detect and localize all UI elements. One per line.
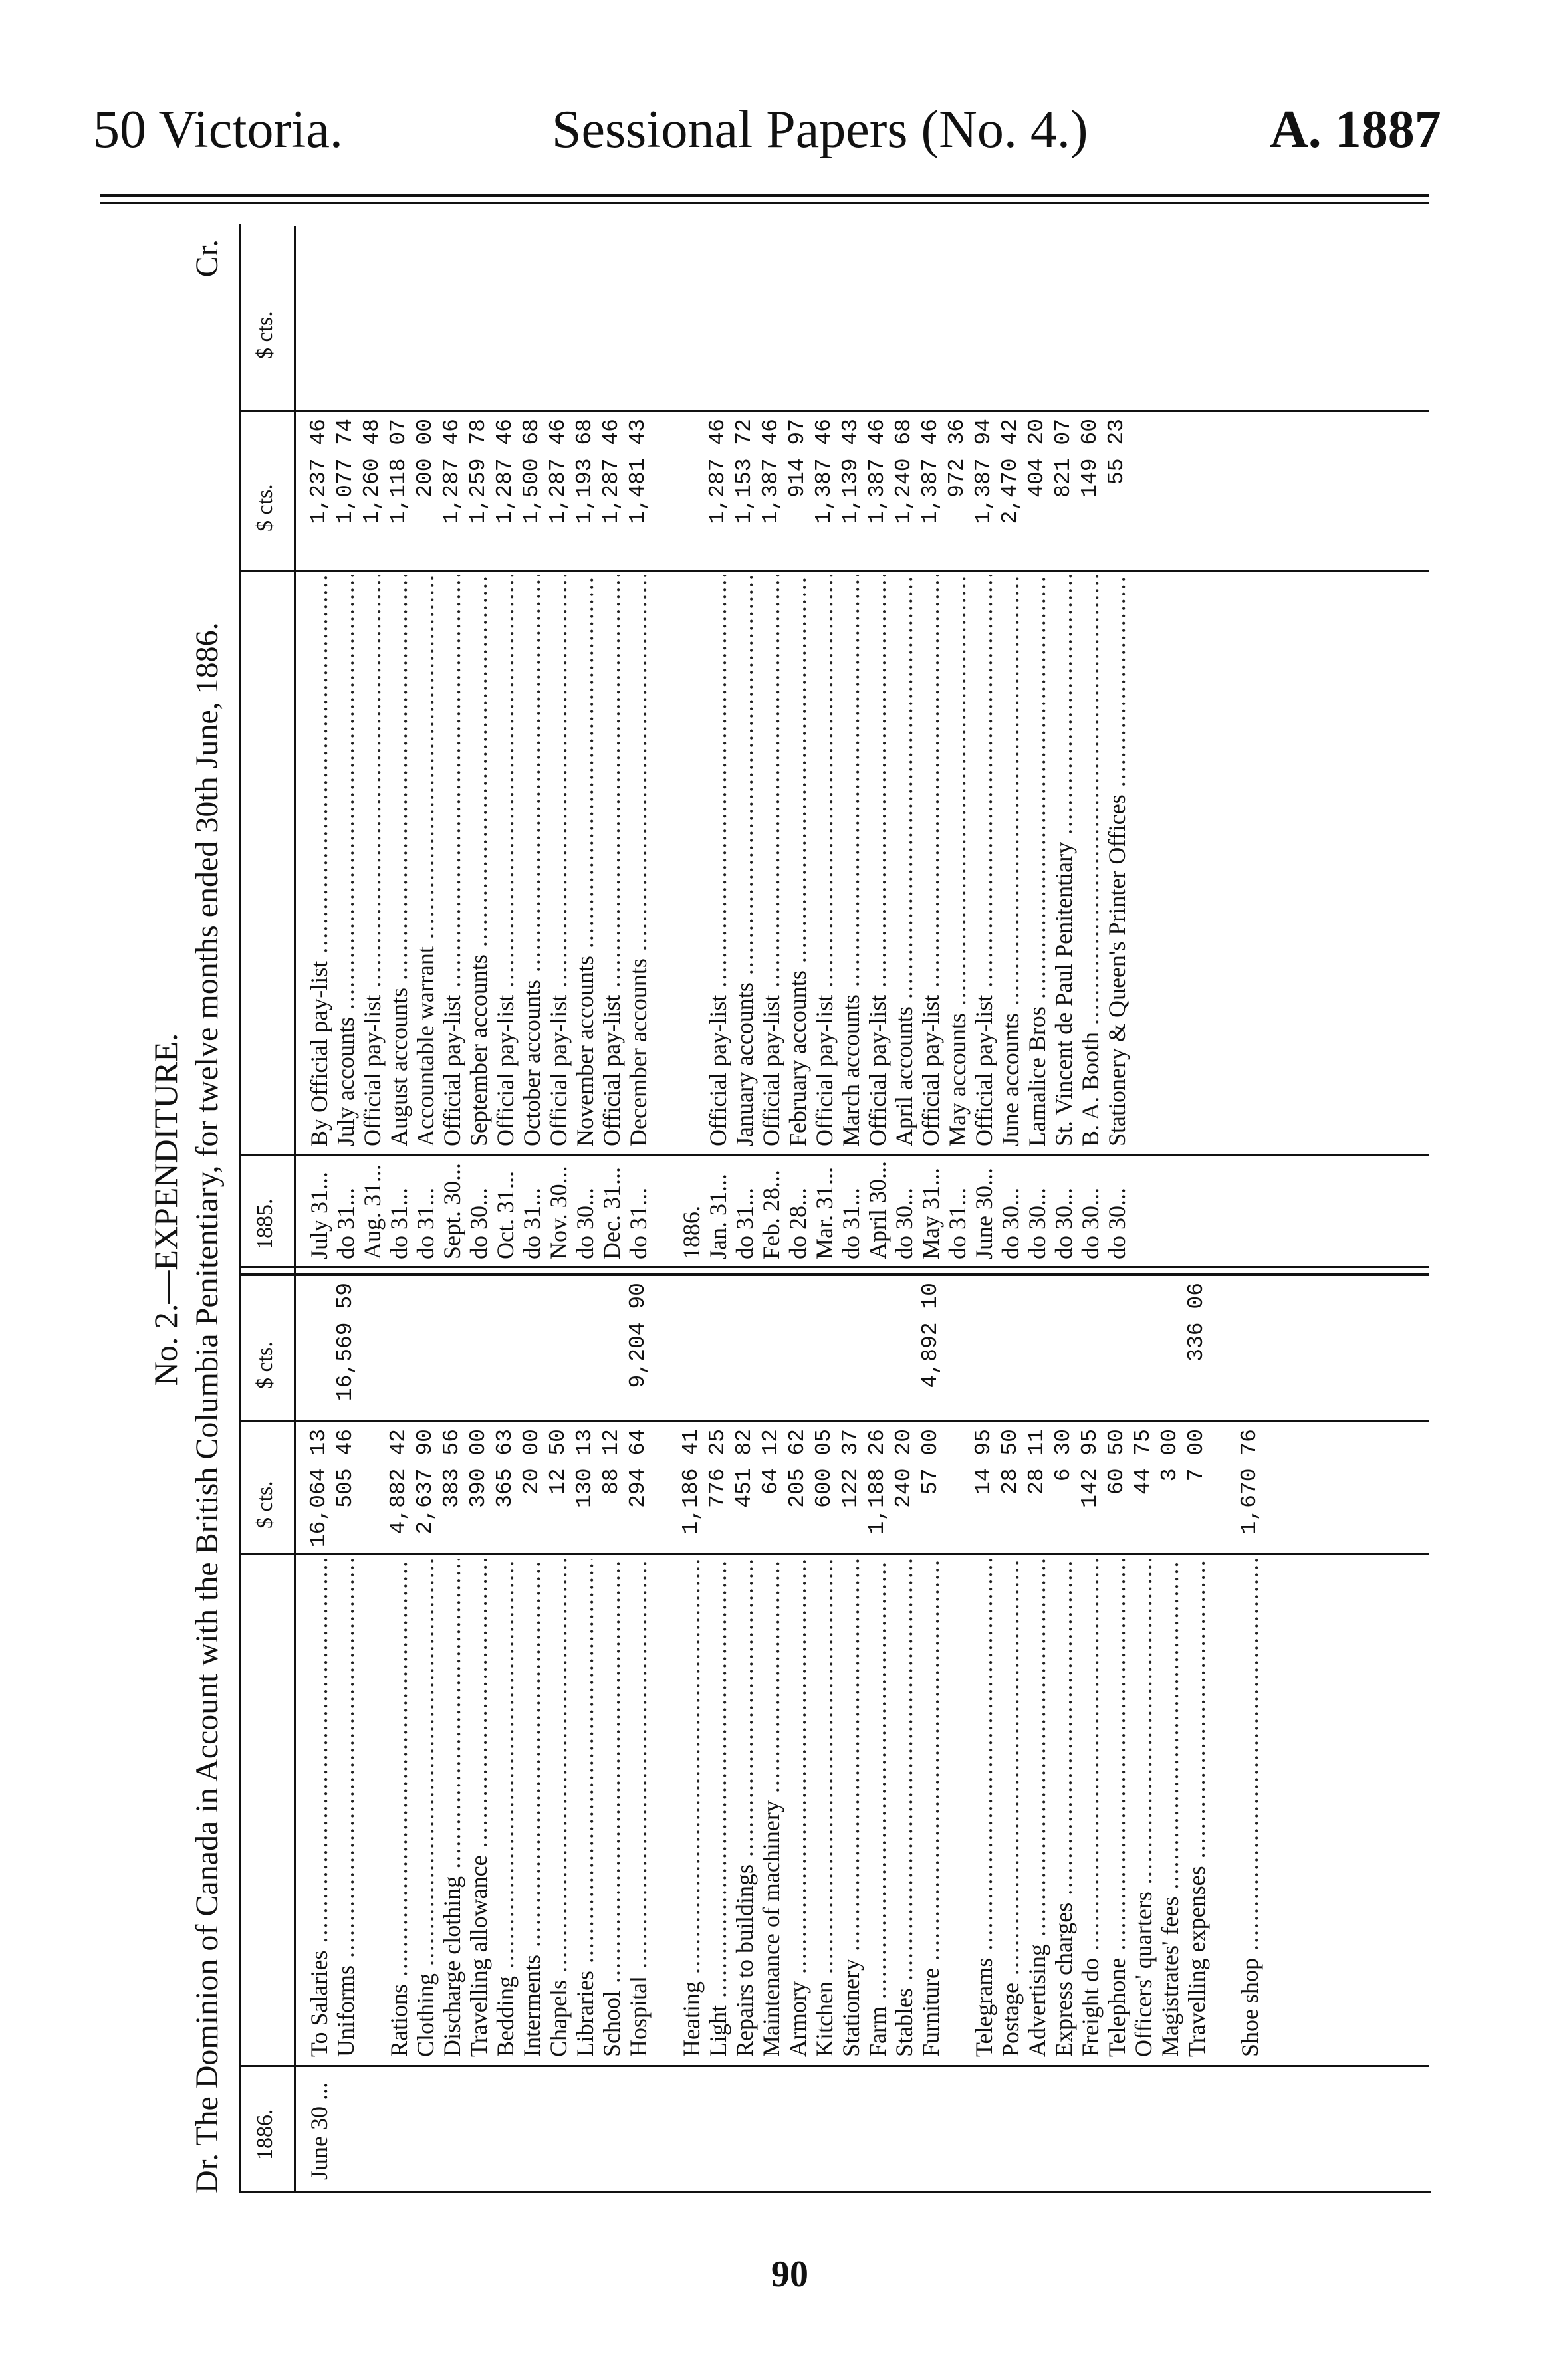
debit-total-spacer xyxy=(784,1283,811,1416)
credit-year: 1885. xyxy=(253,1198,277,1249)
credit-row-date: Nov. 30... xyxy=(545,1166,572,1259)
credit-row-date: Mar. 31... xyxy=(811,1167,838,1259)
debit-total-spacer xyxy=(758,1283,784,1416)
credit-row-date: do 31... xyxy=(332,1188,359,1259)
credit-col1-header: $ cts. xyxy=(253,484,277,532)
credit-row-amount: 972 36 xyxy=(945,419,969,498)
credit-row-date: Sept. 30... xyxy=(439,1162,465,1259)
credit-row-label: December accounts ..... xyxy=(625,575,652,1146)
credit-amounts xyxy=(306,419,1130,565)
credit-row-label: August accounts ..... xyxy=(386,575,412,1146)
credit-row-date: Jan. 31... xyxy=(705,1174,731,1259)
credit-row-amount: 1,139 43 xyxy=(838,419,863,524)
debit-item-label: Magistrates' fees ..... xyxy=(1157,1559,1183,2057)
running-header-left: 50 Victoria. xyxy=(93,100,343,159)
debit-total-spacer xyxy=(492,1283,519,1416)
debit-total-spacer xyxy=(439,1283,465,1416)
table-account-caption xyxy=(189,226,225,2193)
credit-row-amount: 1,387 46 xyxy=(865,419,890,524)
debit-total-spacer xyxy=(1077,1283,1104,1416)
debit-item-label: Uniforms ..... xyxy=(332,1559,359,2057)
credit-row-date: do 31... xyxy=(412,1188,439,1259)
debit-gap xyxy=(652,1283,678,1416)
credit-row-amount: 1,287 46 xyxy=(546,419,570,524)
debit-totals xyxy=(306,1283,1290,1416)
debit-group-total: 9,204 90 xyxy=(626,1283,650,1388)
credit-row-label: Official pay-list ..... xyxy=(864,575,891,1146)
debit-total-spacer xyxy=(572,1283,598,1416)
debit-item-label: Advertising ..... xyxy=(1024,1559,1050,2057)
credit-row-label: November accounts ..... xyxy=(572,575,598,1146)
debit-item-label: Kitchen ..... xyxy=(811,1559,838,2057)
credit-row-label: June accounts ..... xyxy=(997,575,1024,1146)
credit-gap xyxy=(652,1160,678,1259)
debit-item-label: Express charges ..... xyxy=(1050,1559,1077,2057)
debit-item-amount: 7 00 xyxy=(1184,1429,1209,1482)
credit-gap xyxy=(678,575,705,1146)
rule-middle-b xyxy=(239,1266,1429,1268)
debit-item-label: Travelling allowance ..... xyxy=(465,1559,492,2057)
credit-row-amount: 1,287 46 xyxy=(493,419,517,524)
debit-gap xyxy=(1210,1283,1237,1416)
credit-row-amount: 55 23 xyxy=(1104,419,1129,485)
debit-total-spacer xyxy=(1024,1283,1050,1416)
debit-total-spacer xyxy=(412,1283,439,1416)
debit-total-spacer xyxy=(519,1283,545,1416)
debit-gap xyxy=(1210,1559,1237,2057)
debit-item-label: Freight do ..... xyxy=(1077,1559,1104,2057)
running-header-right: A. 1887 xyxy=(1270,100,1441,159)
debit-item-amount: 122 37 xyxy=(838,1429,863,1508)
credit-row-date: do 30... xyxy=(465,1188,492,1259)
debit-item-amount: 505 46 xyxy=(333,1429,358,1508)
credit-row-date: do 31... xyxy=(519,1188,545,1259)
debit-total-spacer xyxy=(1237,1283,1263,1416)
debit-item-amount: 240 20 xyxy=(892,1429,916,1508)
debit-item-label: Farm ..... xyxy=(864,1559,891,2057)
debit-item-label: Bedding ..... xyxy=(492,1559,519,2057)
debit-gap xyxy=(652,1429,678,1549)
credit-row-amount: 1,260 48 xyxy=(360,419,384,524)
debit-item-label: Chapels ..... xyxy=(545,1559,572,2057)
credit-row-date: April 30... xyxy=(864,1161,891,1259)
rule-credit-date xyxy=(239,1154,1429,1156)
debit-item-amount: 28 50 xyxy=(998,1429,1022,1495)
debit-item-amount: 3 00 xyxy=(1157,1429,1182,1482)
credit-row-amount: 1,481 43 xyxy=(626,419,650,524)
debit-total-spacer xyxy=(545,1283,572,1416)
credit-row-label: Official pay-list ..... xyxy=(811,575,838,1146)
credit-row-date: do 30... xyxy=(1024,1188,1050,1259)
credit-row-date: do 30... xyxy=(891,1188,917,1259)
debit-gap xyxy=(944,1559,971,2057)
credit-row-amount: 404 20 xyxy=(1024,419,1049,498)
credit-row-date: do 30... xyxy=(997,1188,1024,1259)
credit-row-label: Official pay-list ..... xyxy=(598,575,625,1146)
debit-total-spacer xyxy=(1104,1283,1130,1416)
debit-item-amount: 20 00 xyxy=(519,1429,544,1495)
credit-row-date: May 31... xyxy=(917,1168,944,1259)
debit-item-amount: 16,064 13 xyxy=(306,1429,331,1548)
debit-item-amount: 2,637 90 xyxy=(413,1429,437,1535)
credit-dates xyxy=(306,1160,1130,1259)
credit-row-label: Official pay-list ..... xyxy=(545,575,572,1146)
debit-item-label: Libraries ..... xyxy=(572,1559,598,2057)
debit-total-spacer xyxy=(1050,1283,1077,1416)
credit-row-date: Feb. 28... xyxy=(758,1170,784,1259)
debit-amounts xyxy=(306,1429,1290,1549)
debit-item-label: To Salaries ..... xyxy=(306,1559,332,2057)
credit-row-amount: 1,259 78 xyxy=(466,419,491,524)
credit-row-date: June 30... xyxy=(971,1168,997,1259)
debit-item-label: Postage ..... xyxy=(997,1559,1024,2057)
credit-row-label: July accounts ..... xyxy=(332,575,359,1146)
credit-gap xyxy=(652,419,678,565)
credit-gap xyxy=(678,419,705,565)
credit-row-label: September accounts ..... xyxy=(465,575,492,1146)
running-header-center: Sessional Papers (No. 4.) xyxy=(552,100,1088,159)
credit-row-amount: 1,193 68 xyxy=(572,419,597,524)
debit-item-amount: 4,882 42 xyxy=(386,1429,411,1535)
rule-debit-label xyxy=(239,1553,1429,1555)
debit-item-label: Furniture ..... xyxy=(917,1559,944,2057)
credit-row-amount: 1,153 72 xyxy=(732,419,757,524)
debit-year: 1886. xyxy=(253,2109,277,2160)
debit-group-total: 4,892 10 xyxy=(918,1283,943,1388)
debit-item-amount: 57 00 xyxy=(918,1429,943,1495)
credit-row-label: March accounts ..... xyxy=(838,575,864,1146)
debit-total-spacer xyxy=(1157,1283,1183,1416)
debit-item-amount: 383 56 xyxy=(439,1429,464,1508)
debit-total-spacer xyxy=(678,1283,705,1416)
debit-item-amount: 64 12 xyxy=(759,1429,783,1495)
credit-row-amount: 1,387 46 xyxy=(759,419,783,524)
credit-col2-header: $ cts. xyxy=(253,311,277,359)
debit-item-label: Hospital ..... xyxy=(625,1559,652,2057)
debit-item-amount: 44 75 xyxy=(1131,1429,1155,1495)
debit-item-label: Officers' quarters ..... xyxy=(1130,1559,1157,2057)
debit-total-spacer xyxy=(731,1283,758,1416)
credit-row-date: do 31... xyxy=(838,1188,864,1259)
header-rule-top xyxy=(100,194,1429,197)
debit-item-amount: 142 95 xyxy=(1078,1429,1102,1508)
debit-item-label: Travelling expenses ..... xyxy=(1183,1559,1210,2057)
credit-row-label: January accounts ..... xyxy=(731,575,758,1146)
debit-group-total: 336 06 xyxy=(1184,1283,1209,1362)
debit-item-label: Stationery ..... xyxy=(838,1559,864,2057)
rule-debit-date xyxy=(239,2065,1429,2067)
credit-row-amount: 914 97 xyxy=(785,419,810,498)
debit-group-total: 16,569 59 xyxy=(333,1283,358,1402)
credit-row-label: Official pay-list ..... xyxy=(758,575,784,1146)
debit-item-amount: 28 11 xyxy=(1024,1429,1049,1495)
credit-row-date: Dec. 31... xyxy=(598,1167,625,1259)
debit-item-label: Repairs to buildings ..... xyxy=(731,1559,758,2057)
credit-row-amount: 821 07 xyxy=(1051,419,1076,498)
credit-row-label: Stationery & Queen's Printer Offices ..... xyxy=(1104,575,1130,1146)
credit-row-label: Official pay-list ..... xyxy=(359,575,386,1146)
debit-item-label: Light ..... xyxy=(705,1559,731,2057)
credit-row-label: October accounts ..... xyxy=(519,575,545,1146)
debit-total-spacer xyxy=(864,1283,891,1416)
debit-item-label: Armory ..... xyxy=(784,1559,811,2057)
credit-row-amount: 1,387 46 xyxy=(812,419,836,524)
debit-total-spacer xyxy=(306,1283,332,1416)
debit-item-amount: 776 25 xyxy=(705,1429,730,1508)
credit-row-amount: 1,118 07 xyxy=(386,419,411,524)
debit-labels xyxy=(306,1559,1290,2057)
credit-row-label: Official pay-list ..... xyxy=(971,575,997,1146)
credit-row-date: do 30... xyxy=(1050,1188,1077,1259)
debit-item-amount: 14 95 xyxy=(971,1429,996,1495)
credit-row-label: Official pay-list ..... xyxy=(705,575,731,1146)
debit-item-amount: 60 50 xyxy=(1104,1429,1129,1495)
debit-gap xyxy=(1210,1429,1237,1549)
ledger-table xyxy=(146,226,1436,2193)
credit-row-date: do 31... xyxy=(625,1188,652,1259)
debit-total-spacer xyxy=(598,1283,625,1416)
credit-row-amount: 1,240 68 xyxy=(892,419,916,524)
credit-row-label: Accountable warrant ..... xyxy=(412,575,439,1146)
credit-row-date: do 28... xyxy=(784,1188,811,1259)
credit-row-amount: 1,500 68 xyxy=(519,419,544,524)
debit-col2-header: $ cts. xyxy=(253,1341,277,1389)
debit-item-amount: 294 64 xyxy=(626,1429,650,1508)
debit-col1-header: $ cts. xyxy=(253,1481,277,1529)
page-number: 90 xyxy=(771,2254,808,2295)
credit-row-amount: 1,077 74 xyxy=(333,419,358,524)
debit-gap xyxy=(1263,1283,1290,1416)
credit-row-date: do 30... xyxy=(1077,1188,1104,1259)
debit-total-spacer xyxy=(838,1283,864,1416)
debit-item-label: Interments ..... xyxy=(519,1559,545,2057)
debit-total-spacer xyxy=(971,1283,997,1416)
debit-item-amount: 1,670 76 xyxy=(1237,1429,1262,1535)
header-row-rule xyxy=(294,226,296,2193)
debit-gap xyxy=(359,1429,386,1549)
credit-row-date: July 31... xyxy=(306,1171,332,1259)
debit-item-label: Clothing ..... xyxy=(412,1559,439,2057)
credit-labels xyxy=(306,575,1130,1146)
debit-gap xyxy=(944,1429,971,1549)
credit-row-date: Oct. 31... xyxy=(492,1171,519,1259)
debit-gap xyxy=(359,1283,386,1416)
debit-total-spacer xyxy=(465,1283,492,1416)
debit-date: June 30 ... xyxy=(306,2082,332,2180)
credit-row-label: May accounts ..... xyxy=(944,575,971,1146)
debit-item-label: Stables ..... xyxy=(891,1559,917,2057)
debit-item-amount: 451 82 xyxy=(732,1429,757,1508)
credit-row-label: February accounts ..... xyxy=(784,575,811,1146)
credit-row-amount: 1,387 46 xyxy=(918,419,943,524)
debit-item-amount: 205 62 xyxy=(785,1429,810,1508)
header-rule-bottom xyxy=(100,202,1429,204)
rule-credit-c1 xyxy=(239,410,1429,412)
credit-row-label: Lamalice Bros ..... xyxy=(1024,575,1050,1146)
debit-total-spacer xyxy=(891,1283,917,1416)
credit-marker: Cr. xyxy=(189,239,225,278)
debit-gap xyxy=(944,1283,971,1416)
debit-item-amount: 1,186 41 xyxy=(679,1429,703,1535)
credit-row-label: Official pay-list ..... xyxy=(439,575,465,1146)
credit-row-label: April accounts ..... xyxy=(891,575,917,1146)
debit-total-spacer xyxy=(705,1283,731,1416)
debit-total-spacer xyxy=(386,1283,412,1416)
debit-item-label: School ..... xyxy=(598,1559,625,2057)
debit-item-label: Discharge clothing ..... xyxy=(439,1559,465,2057)
credit-row-date: do 31... xyxy=(386,1188,412,1259)
debit-gap xyxy=(359,1559,386,2057)
debit-item-amount: 390 00 xyxy=(466,1429,491,1508)
debit-gap xyxy=(652,1559,678,2057)
debit-item-label: Shoe shop ..... xyxy=(1237,1559,1263,2057)
credit-row-amount: 1,387 94 xyxy=(971,419,996,524)
credit-row-amount: 200 00 xyxy=(413,419,437,498)
credit-row-date: do 31... xyxy=(944,1188,971,1259)
credit-row-date: do 30... xyxy=(1104,1188,1130,1259)
debit-gap xyxy=(1263,1429,1290,1549)
credit-row-label: Official pay-list ..... xyxy=(917,575,944,1146)
debit-item-label: Rations ..... xyxy=(386,1559,412,2057)
credit-row-date: do 30... xyxy=(572,1188,598,1259)
debit-gap xyxy=(1263,1559,1290,2057)
rule-middle-a xyxy=(239,1273,1429,1276)
debit-item-amount: 12 50 xyxy=(546,1429,570,1495)
credit-row-date: Aug. 31... xyxy=(359,1164,386,1259)
debit-item-label: Heating ..... xyxy=(678,1559,705,2057)
credit-row-amount: 1,237 46 xyxy=(306,419,331,524)
credit-row-label: Official pay-list ..... xyxy=(492,575,519,1146)
debit-item-amount: 1,188 26 xyxy=(865,1429,890,1535)
credit-year-1886: 1886. xyxy=(678,1206,705,1259)
credit-row-amount: 2,470 42 xyxy=(998,419,1022,524)
rule-credit-label xyxy=(239,570,1429,572)
credit-row-amount: 1,287 46 xyxy=(439,419,464,524)
account-caption-text: Dr. The Dominion of Canada in Account with the British Columbia Penitentiary, for twelve months ended 30th June, 1886. xyxy=(189,622,225,2193)
credit-row-amount: 149 60 xyxy=(1078,419,1102,498)
debit-item-amount: 6 30 xyxy=(1051,1429,1076,1482)
table-title: No. 2.—EXPENDITURE. xyxy=(147,1033,184,1386)
credit-gap xyxy=(652,575,678,1146)
rule-debit-c1 xyxy=(239,1420,1429,1422)
credit-row-label: St. Vincent de Paul Penitentiary ..... xyxy=(1050,575,1077,1146)
debit-item-amount: 365 63 xyxy=(493,1429,517,1508)
debit-item-amount: 130 13 xyxy=(572,1429,597,1508)
debit-item-label: Telephone ..... xyxy=(1104,1559,1130,2057)
credit-row-amount: 1,287 46 xyxy=(599,419,624,524)
debit-item-label: Telegrams ..... xyxy=(971,1559,997,2057)
debit-item-amount: 600 05 xyxy=(812,1429,836,1508)
debit-item-label: Maintenance of machinery ..... xyxy=(758,1559,784,2057)
debit-item-amount: 88 12 xyxy=(599,1429,624,1495)
credit-row-amount: 1,287 46 xyxy=(705,419,730,524)
credit-row-date: do 31... xyxy=(731,1188,758,1259)
debit-total-spacer xyxy=(811,1283,838,1416)
debit-total-spacer xyxy=(997,1283,1024,1416)
credit-row-label: By Official pay-list ..... xyxy=(306,575,332,1146)
credit-row-label: B. A. Booth ..... xyxy=(1077,575,1104,1146)
debit-total-spacer xyxy=(1130,1283,1157,1416)
